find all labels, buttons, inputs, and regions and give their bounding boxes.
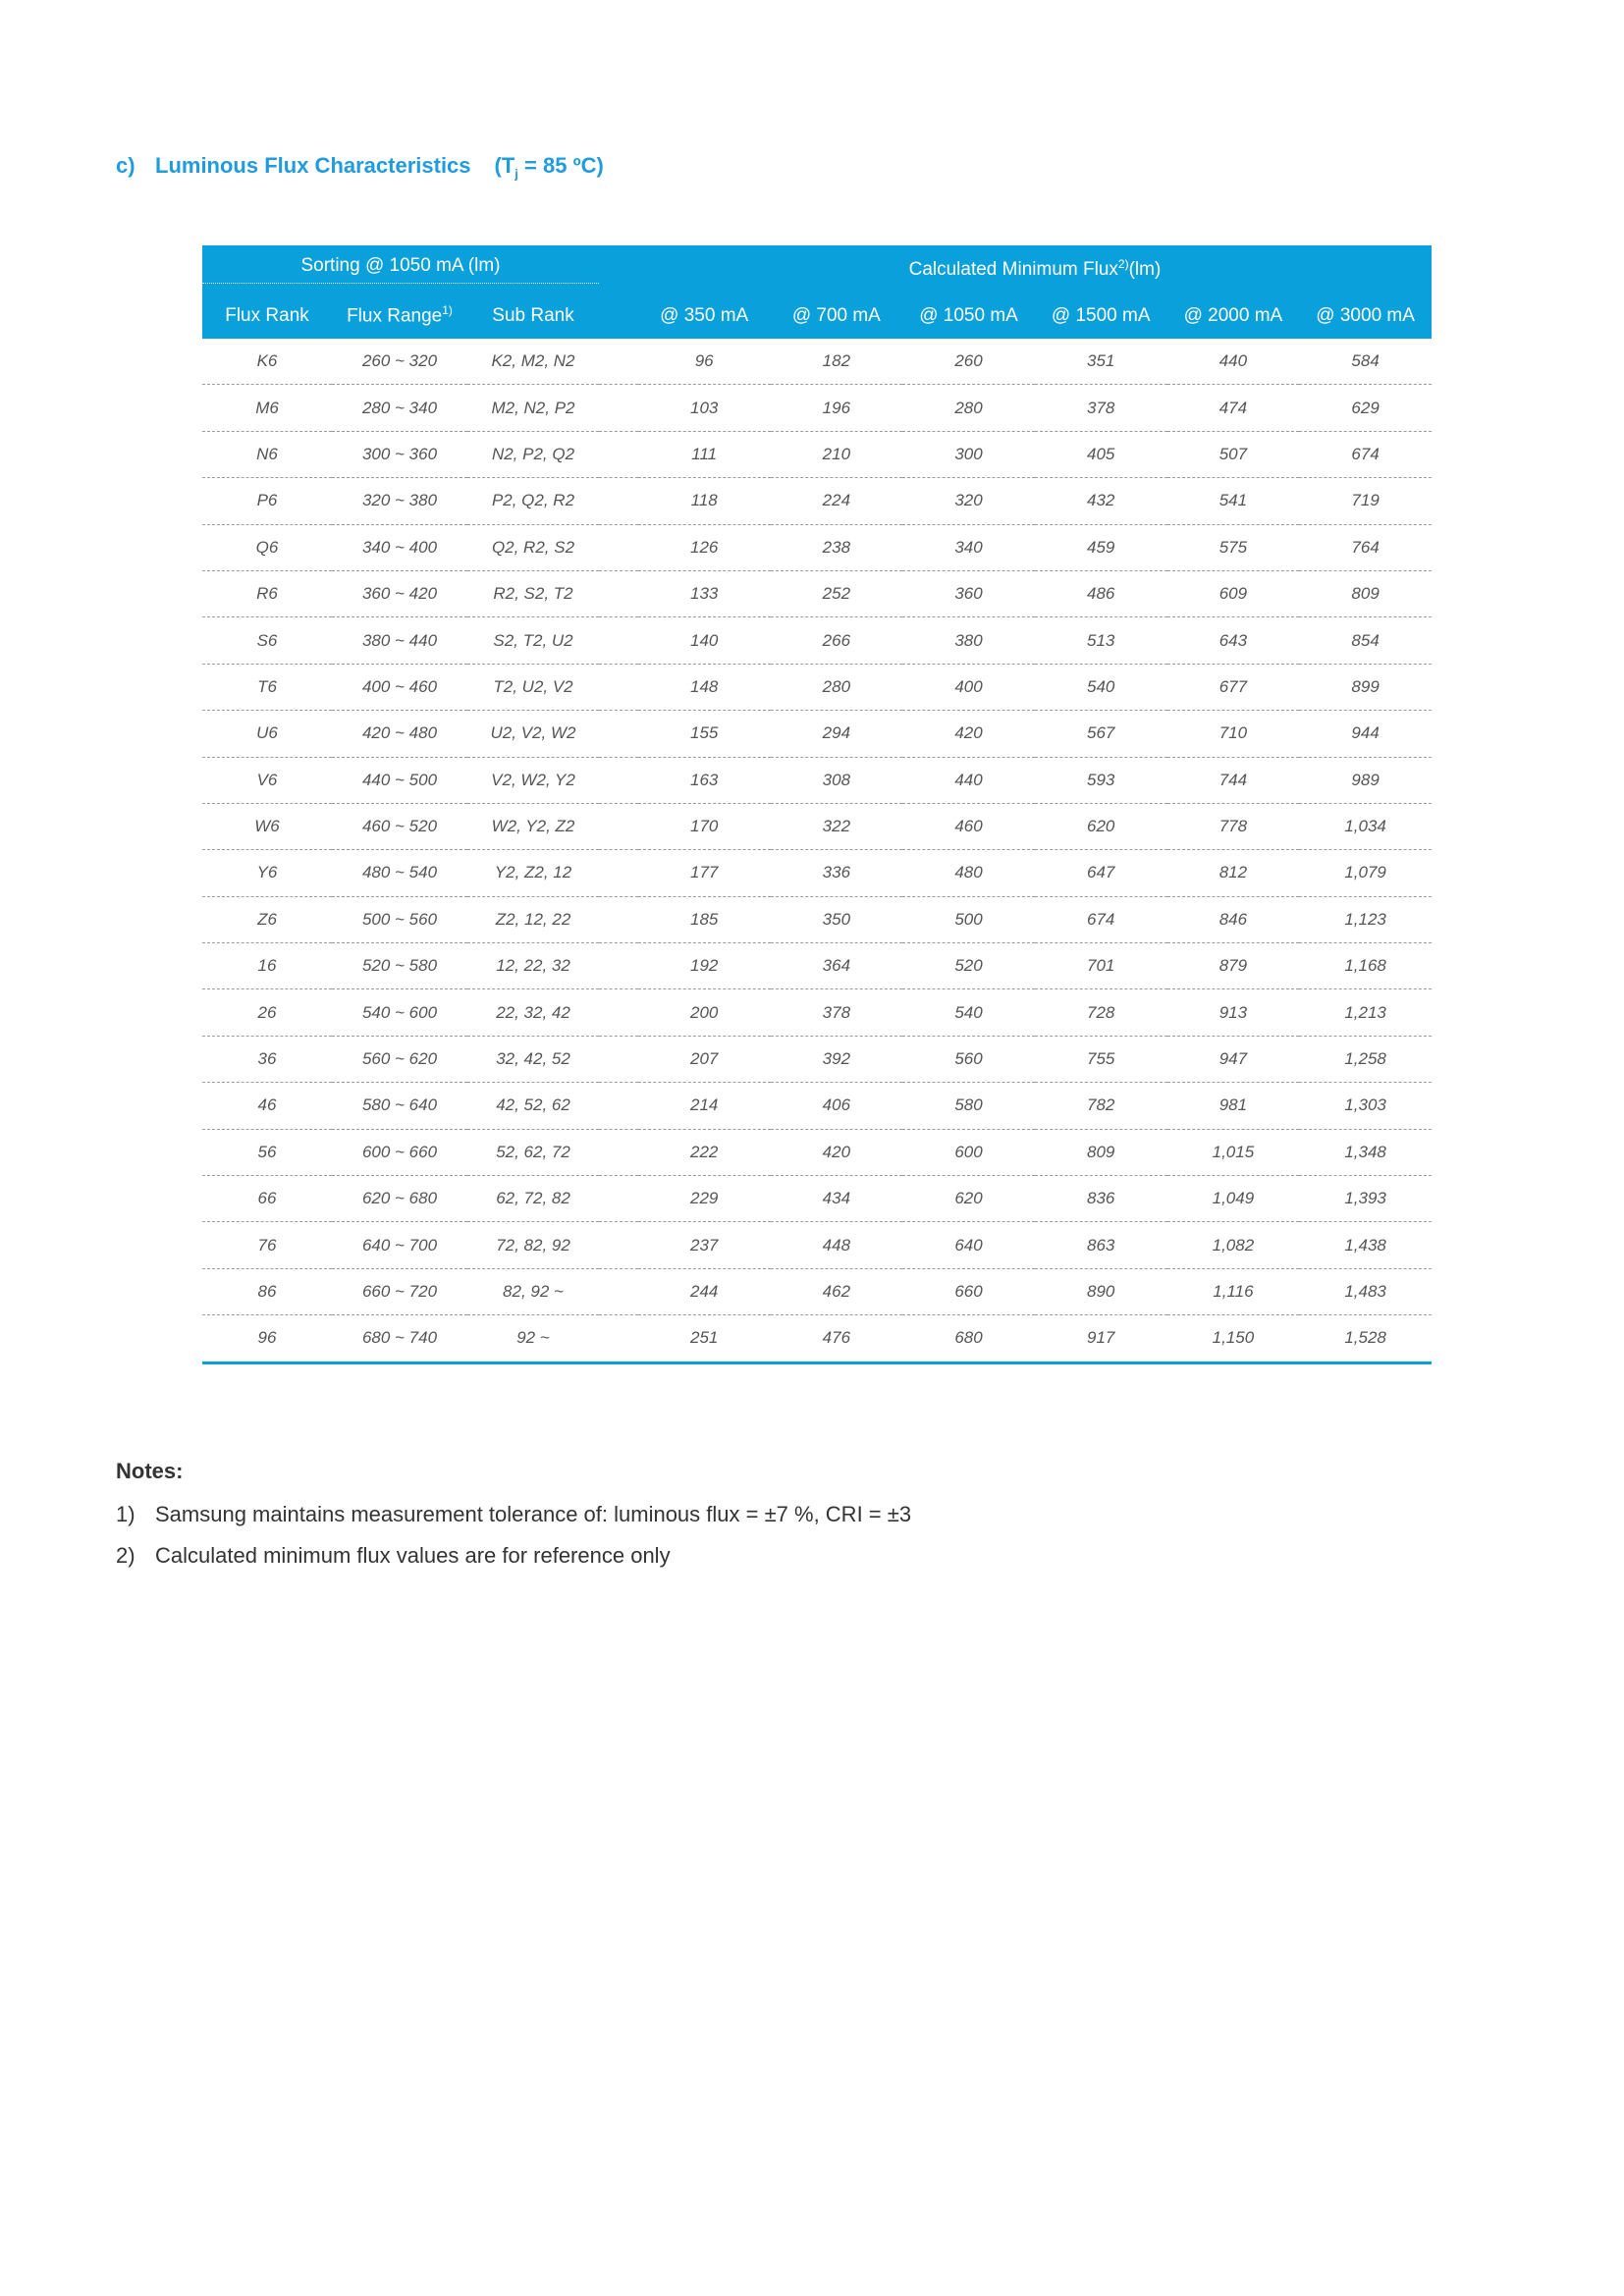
table-row	[202, 1036, 1432, 1082]
cell-flux-range: 540 ~ 600	[332, 989, 467, 1036]
cell-flux-1050: 500	[902, 896, 1035, 942]
cell-flux-350: 96	[638, 339, 771, 385]
cell-flux-rank: 56	[202, 1129, 332, 1175]
cell-flux-1500: 593	[1035, 757, 1167, 803]
cell-flux-700: 434	[771, 1176, 903, 1222]
table-row	[202, 1222, 1432, 1268]
cell-flux-2000: 575	[1167, 524, 1300, 570]
cell-flux-3000: 1,438	[1299, 1222, 1432, 1268]
cell-flux-3000: 584	[1299, 339, 1432, 385]
cell-sub-rank: 42, 52, 62	[467, 1083, 599, 1129]
cell-flux-range: 680 ~ 740	[332, 1315, 467, 1362]
cell-flux-1050: 600	[902, 1129, 1035, 1175]
cell-flux-350: 251	[638, 1315, 771, 1362]
cell-flux-3000: 629	[1299, 385, 1432, 431]
cell-flux-range: 380 ~ 440	[332, 617, 467, 664]
cell-flux-1500: 674	[1035, 896, 1167, 942]
cell-flux-3000: 944	[1299, 711, 1432, 757]
cell-sub-rank: K2, M2, N2	[467, 339, 599, 385]
cell-flux-3000: 1,483	[1299, 1268, 1432, 1314]
cell-flux-350: 148	[638, 664, 771, 710]
cell-flux-350: 214	[638, 1083, 771, 1129]
table-row	[202, 1129, 1432, 1175]
cell-flux-2000: 981	[1167, 1083, 1300, 1129]
cell-flux-3000: 1,034	[1299, 803, 1432, 849]
cell-sub-rank: 72, 82, 92	[467, 1222, 599, 1268]
col-current: @ 1050 mA	[902, 293, 1035, 339]
cell-flux-rank: U6	[202, 711, 332, 757]
cell-flux-700: 224	[771, 478, 903, 524]
table-row	[202, 803, 1432, 849]
cell-flux-rank: 16	[202, 943, 332, 989]
cell-sub-rank: 12, 22, 32	[467, 943, 599, 989]
cell-flux-700: 364	[771, 943, 903, 989]
cell-flux-350: 200	[638, 989, 771, 1036]
cell-flux-1050: 300	[902, 431, 1035, 477]
cell-flux-350: 140	[638, 617, 771, 664]
cell-flux-rank: 26	[202, 989, 332, 1036]
cell-flux-1050: 320	[902, 478, 1035, 524]
cell-sub-rank: 52, 62, 72	[467, 1129, 599, 1175]
cell-flux-3000: 899	[1299, 664, 1432, 710]
cell-flux-700: 392	[771, 1036, 903, 1082]
cell-flux-1500: 809	[1035, 1129, 1167, 1175]
cell-flux-2000: 913	[1167, 989, 1300, 1036]
note-item: 2) Calculated minimum flux values are for reference only	[116, 1543, 671, 1568]
table-row	[202, 711, 1432, 757]
cell-flux-1500: 755	[1035, 1036, 1167, 1082]
group-header-calculated: Calculated Minimum Flux$^{2)}$(lm)	[638, 245, 1432, 293]
col-sub-rank: Sub Rank	[467, 293, 599, 339]
table-row	[202, 757, 1432, 803]
cell-flux-1050: 360	[902, 570, 1035, 616]
cell-flux-700: 322	[771, 803, 903, 849]
cell-flux-rank: 46	[202, 1083, 332, 1129]
cell-flux-range: 600 ~ 660	[332, 1129, 467, 1175]
cell-flux-rank: 86	[202, 1268, 332, 1314]
table-row	[202, 896, 1432, 942]
col-current: @ 350 mA	[638, 293, 771, 339]
section-title-text: Luminous Flux Characteristics	[155, 153, 471, 178]
cell-flux-3000: 1,258	[1299, 1036, 1432, 1082]
notes-title: Notes:	[116, 1459, 184, 1483]
cell-flux-2000: 846	[1167, 896, 1300, 942]
table-row	[202, 339, 1432, 385]
cell-flux-700: 420	[771, 1129, 903, 1175]
cell-flux-2000: 1,150	[1167, 1315, 1300, 1362]
table-row	[202, 1083, 1432, 1129]
cell-flux-range: 420 ~ 480	[332, 711, 467, 757]
cell-flux-2000: 879	[1167, 943, 1300, 989]
cell-flux-1500: 863	[1035, 1222, 1167, 1268]
col-current: @ 3000 mA	[1299, 293, 1432, 339]
cell-flux-rank: W6	[202, 803, 332, 849]
cell-flux-1050: 420	[902, 711, 1035, 757]
table-row	[202, 943, 1432, 989]
cell-flux-2000: 609	[1167, 570, 1300, 616]
cell-flux-3000: 809	[1299, 570, 1432, 616]
table-row	[202, 1315, 1432, 1362]
cell-flux-1500: 486	[1035, 570, 1167, 616]
cell-flux-1500: 836	[1035, 1176, 1167, 1222]
cell-flux-range: 360 ~ 420	[332, 570, 467, 616]
cell-flux-700: 336	[771, 850, 903, 896]
cell-sub-rank: Z2, 12, 22	[467, 896, 599, 942]
cell-flux-rank: 96	[202, 1315, 332, 1362]
cell-sub-rank: 92 ~	[467, 1315, 599, 1362]
cell-flux-range: 300 ~ 360	[332, 431, 467, 477]
cell-flux-1050: 400	[902, 664, 1035, 710]
cell-flux-350: 103	[638, 385, 771, 431]
cell-flux-350: 118	[638, 478, 771, 524]
cell-flux-3000: 1,393	[1299, 1176, 1432, 1222]
cell-flux-2000: 1,015	[1167, 1129, 1300, 1175]
cell-flux-range: 500 ~ 560	[332, 896, 467, 942]
cell-flux-rank: M6	[202, 385, 332, 431]
cell-flux-2000: 541	[1167, 478, 1300, 524]
cell-flux-rank: S6	[202, 617, 332, 664]
cell-flux-3000: 764	[1299, 524, 1432, 570]
cell-flux-rank: 76	[202, 1222, 332, 1268]
cell-flux-1050: 260	[902, 339, 1035, 385]
section-title	[116, 153, 604, 181]
cell-sub-rank: Q2, R2, S2	[467, 524, 599, 570]
table-body	[202, 339, 1432, 1362]
cell-flux-350: 155	[638, 711, 771, 757]
cell-sub-rank: Y2, Z2, 12	[467, 850, 599, 896]
cell-flux-rank: Q6	[202, 524, 332, 570]
cell-flux-1050: 640	[902, 1222, 1035, 1268]
cell-flux-350: 222	[638, 1129, 771, 1175]
cell-flux-1050: 440	[902, 757, 1035, 803]
cell-flux-350: 229	[638, 1176, 771, 1222]
cell-flux-700: 210	[771, 431, 903, 477]
table-row	[202, 850, 1432, 896]
cell-flux-range: 260 ~ 320	[332, 339, 467, 385]
cell-flux-1500: 782	[1035, 1083, 1167, 1129]
note-item: 1) Samsung maintains measurement tolerance of: luminous flux = ±7 %, CRI = ±3	[116, 1502, 912, 1526]
cell-flux-700: 252	[771, 570, 903, 616]
cell-flux-range: 320 ~ 380	[332, 478, 467, 524]
cell-flux-range: 520 ~ 580	[332, 943, 467, 989]
cell-flux-range: 660 ~ 720	[332, 1268, 467, 1314]
cell-flux-rank: P6	[202, 478, 332, 524]
table-row	[202, 570, 1432, 616]
cell-flux-700: 462	[771, 1268, 903, 1314]
cell-flux-3000: 1,123	[1299, 896, 1432, 942]
cell-flux-2000: 1,049	[1167, 1176, 1300, 1222]
cell-flux-700: 476	[771, 1315, 903, 1362]
cell-flux-2000: 947	[1167, 1036, 1300, 1082]
cell-flux-1050: 680	[902, 1315, 1035, 1362]
cell-sub-rank: P2, Q2, R2	[467, 478, 599, 524]
col-current: @ 2000 mA	[1167, 293, 1300, 339]
cell-flux-1050: 560	[902, 1036, 1035, 1082]
cell-flux-2000: 710	[1167, 711, 1300, 757]
cell-sub-rank: N2, P2, Q2	[467, 431, 599, 477]
cell-flux-range: 560 ~ 620	[332, 1036, 467, 1082]
cell-flux-1050: 660	[902, 1268, 1035, 1314]
cell-flux-3000: 719	[1299, 478, 1432, 524]
cell-flux-rank: Y6	[202, 850, 332, 896]
section-condition: ($T_j = 85$ ºC)	[494, 153, 604, 182]
cell-flux-1050: 280	[902, 385, 1035, 431]
table-column-header	[202, 293, 1432, 339]
cell-flux-350: 170	[638, 803, 771, 849]
cell-flux-1500: 567	[1035, 711, 1167, 757]
cell-flux-1500: 378	[1035, 385, 1167, 431]
cell-sub-rank: U2, V2, W2	[467, 711, 599, 757]
cell-sub-rank: W2, Y2, Z2	[467, 803, 599, 849]
cell-flux-1500: 728	[1035, 989, 1167, 1036]
cell-flux-1500: 459	[1035, 524, 1167, 570]
cell-flux-rank: K6	[202, 339, 332, 385]
cell-flux-700: 238	[771, 524, 903, 570]
cell-flux-2000: 643	[1167, 617, 1300, 664]
cell-flux-3000: 1,168	[1299, 943, 1432, 989]
cell-flux-700: 280	[771, 664, 903, 710]
cell-sub-rank: 62, 72, 82	[467, 1176, 599, 1222]
cell-flux-350: 192	[638, 943, 771, 989]
cell-sub-rank: V2, W2, Y2	[467, 757, 599, 803]
cell-flux-350: 133	[638, 570, 771, 616]
cell-flux-range: 640 ~ 700	[332, 1222, 467, 1268]
cell-flux-1050: 340	[902, 524, 1035, 570]
col-current: @ 700 mA	[771, 293, 903, 339]
cell-flux-2000: 1,116	[1167, 1268, 1300, 1314]
cell-flux-700: 308	[771, 757, 903, 803]
cell-sub-rank: S2, T2, U2	[467, 617, 599, 664]
cell-flux-1500: 647	[1035, 850, 1167, 896]
cell-flux-2000: 507	[1167, 431, 1300, 477]
cell-flux-3000: 1,348	[1299, 1129, 1432, 1175]
cell-flux-1050: 620	[902, 1176, 1035, 1222]
cell-flux-3000: 1,303	[1299, 1083, 1432, 1129]
cell-flux-1500: 513	[1035, 617, 1167, 664]
table-row	[202, 617, 1432, 664]
notes	[116, 1459, 911, 1584]
cell-flux-rank: 36	[202, 1036, 332, 1082]
section-letter: c)	[116, 153, 135, 178]
cell-flux-1500: 701	[1035, 943, 1167, 989]
cell-flux-1050: 540	[902, 989, 1035, 1036]
cell-flux-1050: 380	[902, 617, 1035, 664]
cell-flux-700: 406	[771, 1083, 903, 1129]
col-flux-rank: Flux Rank	[202, 293, 332, 339]
cell-flux-700: 182	[771, 339, 903, 385]
cell-flux-2000: 440	[1167, 339, 1300, 385]
cell-flux-1500: 890	[1035, 1268, 1167, 1314]
cell-flux-700: 196	[771, 385, 903, 431]
cell-flux-700: 448	[771, 1222, 903, 1268]
cell-flux-350: 126	[638, 524, 771, 570]
cell-flux-1500: 351	[1035, 339, 1167, 385]
cell-flux-3000: 989	[1299, 757, 1432, 803]
cell-flux-2000: 1,082	[1167, 1222, 1300, 1268]
cell-flux-1500: 917	[1035, 1315, 1167, 1362]
col-flux-range: Flux Range$^{1)}$	[332, 293, 467, 339]
cell-flux-range: 440 ~ 500	[332, 757, 467, 803]
cell-flux-700: 266	[771, 617, 903, 664]
table-group-header	[202, 245, 1432, 293]
table-row	[202, 1176, 1432, 1222]
cell-flux-rank: T6	[202, 664, 332, 710]
cell-sub-rank: M2, N2, P2	[467, 385, 599, 431]
cell-flux-350: 163	[638, 757, 771, 803]
cell-flux-2000: 778	[1167, 803, 1300, 849]
cell-flux-350: 207	[638, 1036, 771, 1082]
cell-flux-700: 294	[771, 711, 903, 757]
table-row	[202, 431, 1432, 477]
cell-sub-rank: 32, 42, 52	[467, 1036, 599, 1082]
cell-flux-3000: 674	[1299, 431, 1432, 477]
cell-flux-range: 280 ~ 340	[332, 385, 467, 431]
cell-flux-rank: Z6	[202, 896, 332, 942]
cell-flux-1500: 540	[1035, 664, 1167, 710]
cell-flux-1050: 480	[902, 850, 1035, 896]
cell-flux-range: 580 ~ 640	[332, 1083, 467, 1129]
cell-flux-700: 350	[771, 896, 903, 942]
cell-sub-rank: 22, 32, 42	[467, 989, 599, 1036]
cell-flux-350: 185	[638, 896, 771, 942]
cell-sub-rank: T2, U2, V2	[467, 664, 599, 710]
cell-flux-350: 111	[638, 431, 771, 477]
cell-flux-1050: 460	[902, 803, 1035, 849]
cell-sub-rank: R2, S2, T2	[467, 570, 599, 616]
table-row	[202, 385, 1432, 431]
cell-flux-rank: 66	[202, 1176, 332, 1222]
cell-sub-rank: 82, 92 ~	[467, 1268, 599, 1314]
cell-flux-700: 378	[771, 989, 903, 1036]
cell-flux-2000: 474	[1167, 385, 1300, 431]
cell-flux-rank: V6	[202, 757, 332, 803]
cell-flux-350: 177	[638, 850, 771, 896]
cell-flux-1500: 405	[1035, 431, 1167, 477]
cell-flux-2000: 677	[1167, 664, 1300, 710]
col-current: @ 1500 mA	[1035, 293, 1167, 339]
cell-flux-1500: 620	[1035, 803, 1167, 849]
cell-flux-3000: 1,528	[1299, 1315, 1432, 1362]
table-row	[202, 524, 1432, 570]
cell-flux-2000: 812	[1167, 850, 1300, 896]
cell-flux-2000: 744	[1167, 757, 1300, 803]
cell-flux-rank: R6	[202, 570, 332, 616]
cell-flux-350: 237	[638, 1222, 771, 1268]
cell-flux-350: 244	[638, 1268, 771, 1314]
cell-flux-range: 460 ~ 520	[332, 803, 467, 849]
table-row	[202, 989, 1432, 1036]
cell-flux-3000: 1,079	[1299, 850, 1432, 896]
cell-flux-rank: N6	[202, 431, 332, 477]
table-row	[202, 1268, 1432, 1314]
cell-flux-3000: 854	[1299, 617, 1432, 664]
cell-flux-1050: 580	[902, 1083, 1035, 1129]
table-row	[202, 664, 1432, 710]
cell-flux-range: 340 ~ 400	[332, 524, 467, 570]
cell-flux-range: 480 ~ 540	[332, 850, 467, 896]
cell-flux-3000: 1,213	[1299, 989, 1432, 1036]
flux-table	[202, 245, 1432, 1364]
cell-flux-range: 620 ~ 680	[332, 1176, 467, 1222]
cell-flux-1500: 432	[1035, 478, 1167, 524]
cell-flux-1050: 520	[902, 943, 1035, 989]
cell-flux-range: 400 ~ 460	[332, 664, 467, 710]
group-header-sorting: Sorting @ 1050 mA (lm)	[202, 245, 599, 293]
table-row	[202, 478, 1432, 524]
